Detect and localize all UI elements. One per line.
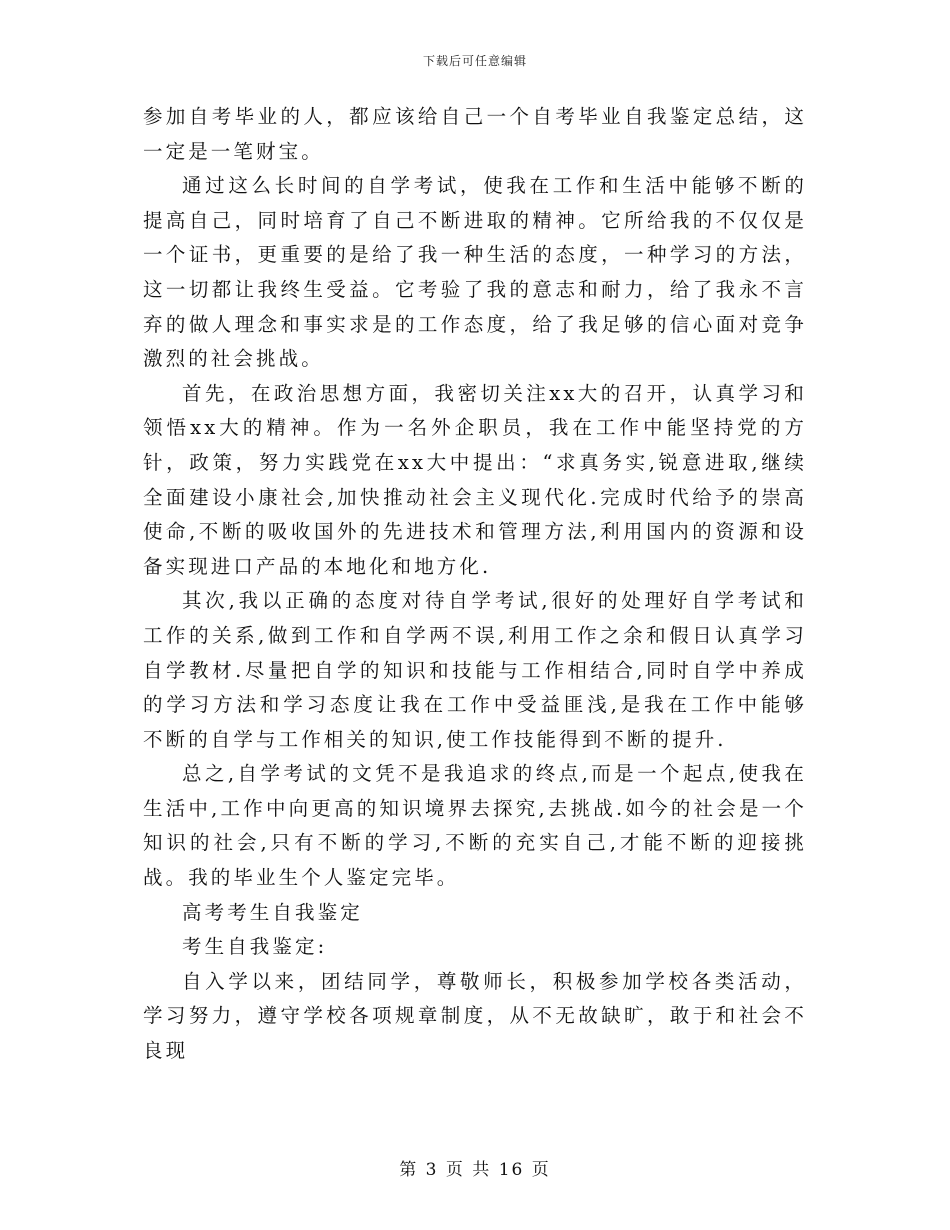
paragraph-3: 首先，在政治思想方面，我密切关注xx大的召开，认真学习和领悟xx大的精神。作为一名外企职员，我在工作中能坚持党的方针，政策，努力实践党在xx大中提出：“求真务实,锐意进取,继续全面建设小康社会,加快推动社会主义现代化.完成时代给予的崇高使命,不断的吸收国外的先进技术和管理方法,利用国内的资源和设备实现进口产品的本地化和地方化. <box>143 381 807 578</box>
page-footer: 第 3 页 共 16 页 <box>399 1160 551 1180</box>
document-body <box>143 100 807 1069</box>
paragraph-5: 总之,自学考试的文凭不是我追求的终点,而是一个起点,使我在生活中,工作中向更高的知识境界去探究,去挑战.如今的社会是一个知识的社会,只有不断的学习,不断的充实自己,才能不断的迎接挑战。我的毕业生个人鉴定完毕。 <box>143 762 807 890</box>
paragraph-4: 其次,我以正确的态度对待自学考试,很好的处理好自学考试和工作的关系,做到工作和自学两不误,利用工作之余和假日认真学习自学教材.尽量把自学的知识和技能与工作相结合,同时自学中养成的学习方法和学习态度让我在工作中受益匪浅,是我在工作中能够不断的自学与工作相关的知识,使工作技能得到不断的提升. <box>143 589 807 751</box>
paragraph-6: 自入学以来，团结同学，尊敬师长，积极参加学校各类活动，学习努力，遵守学校各项规章制度，从不无故缺旷，敢于和社会不良现 <box>143 969 807 1063</box>
section-subheading: 考生自我鉴定: <box>182 935 328 959</box>
section-heading: 高考考生自我鉴定 <box>182 900 363 924</box>
page-header: 下载后可任意编辑 <box>422 54 527 68</box>
paragraph-2: 通过这么长时间的自学考试，使我在工作和生活中能够不断的提高自己，同时培育了自己不断进取的精神。它所给我的不仅仅是一个证书，更重要的是给了我一种生活的态度，一种学习的方法，这一切都让我终生受益。它考验了我的意志和耐力，给了我永不言弃的做人理念和事实求是的工作态度，给了我足够的信心面对竞争激烈的社会挑战。 <box>143 174 807 371</box>
paragraph-1: 参加自考毕业的人，都应该给自己一个自考毕业自我鉴定总结，这一定是一笔财宝。 <box>143 105 807 163</box>
